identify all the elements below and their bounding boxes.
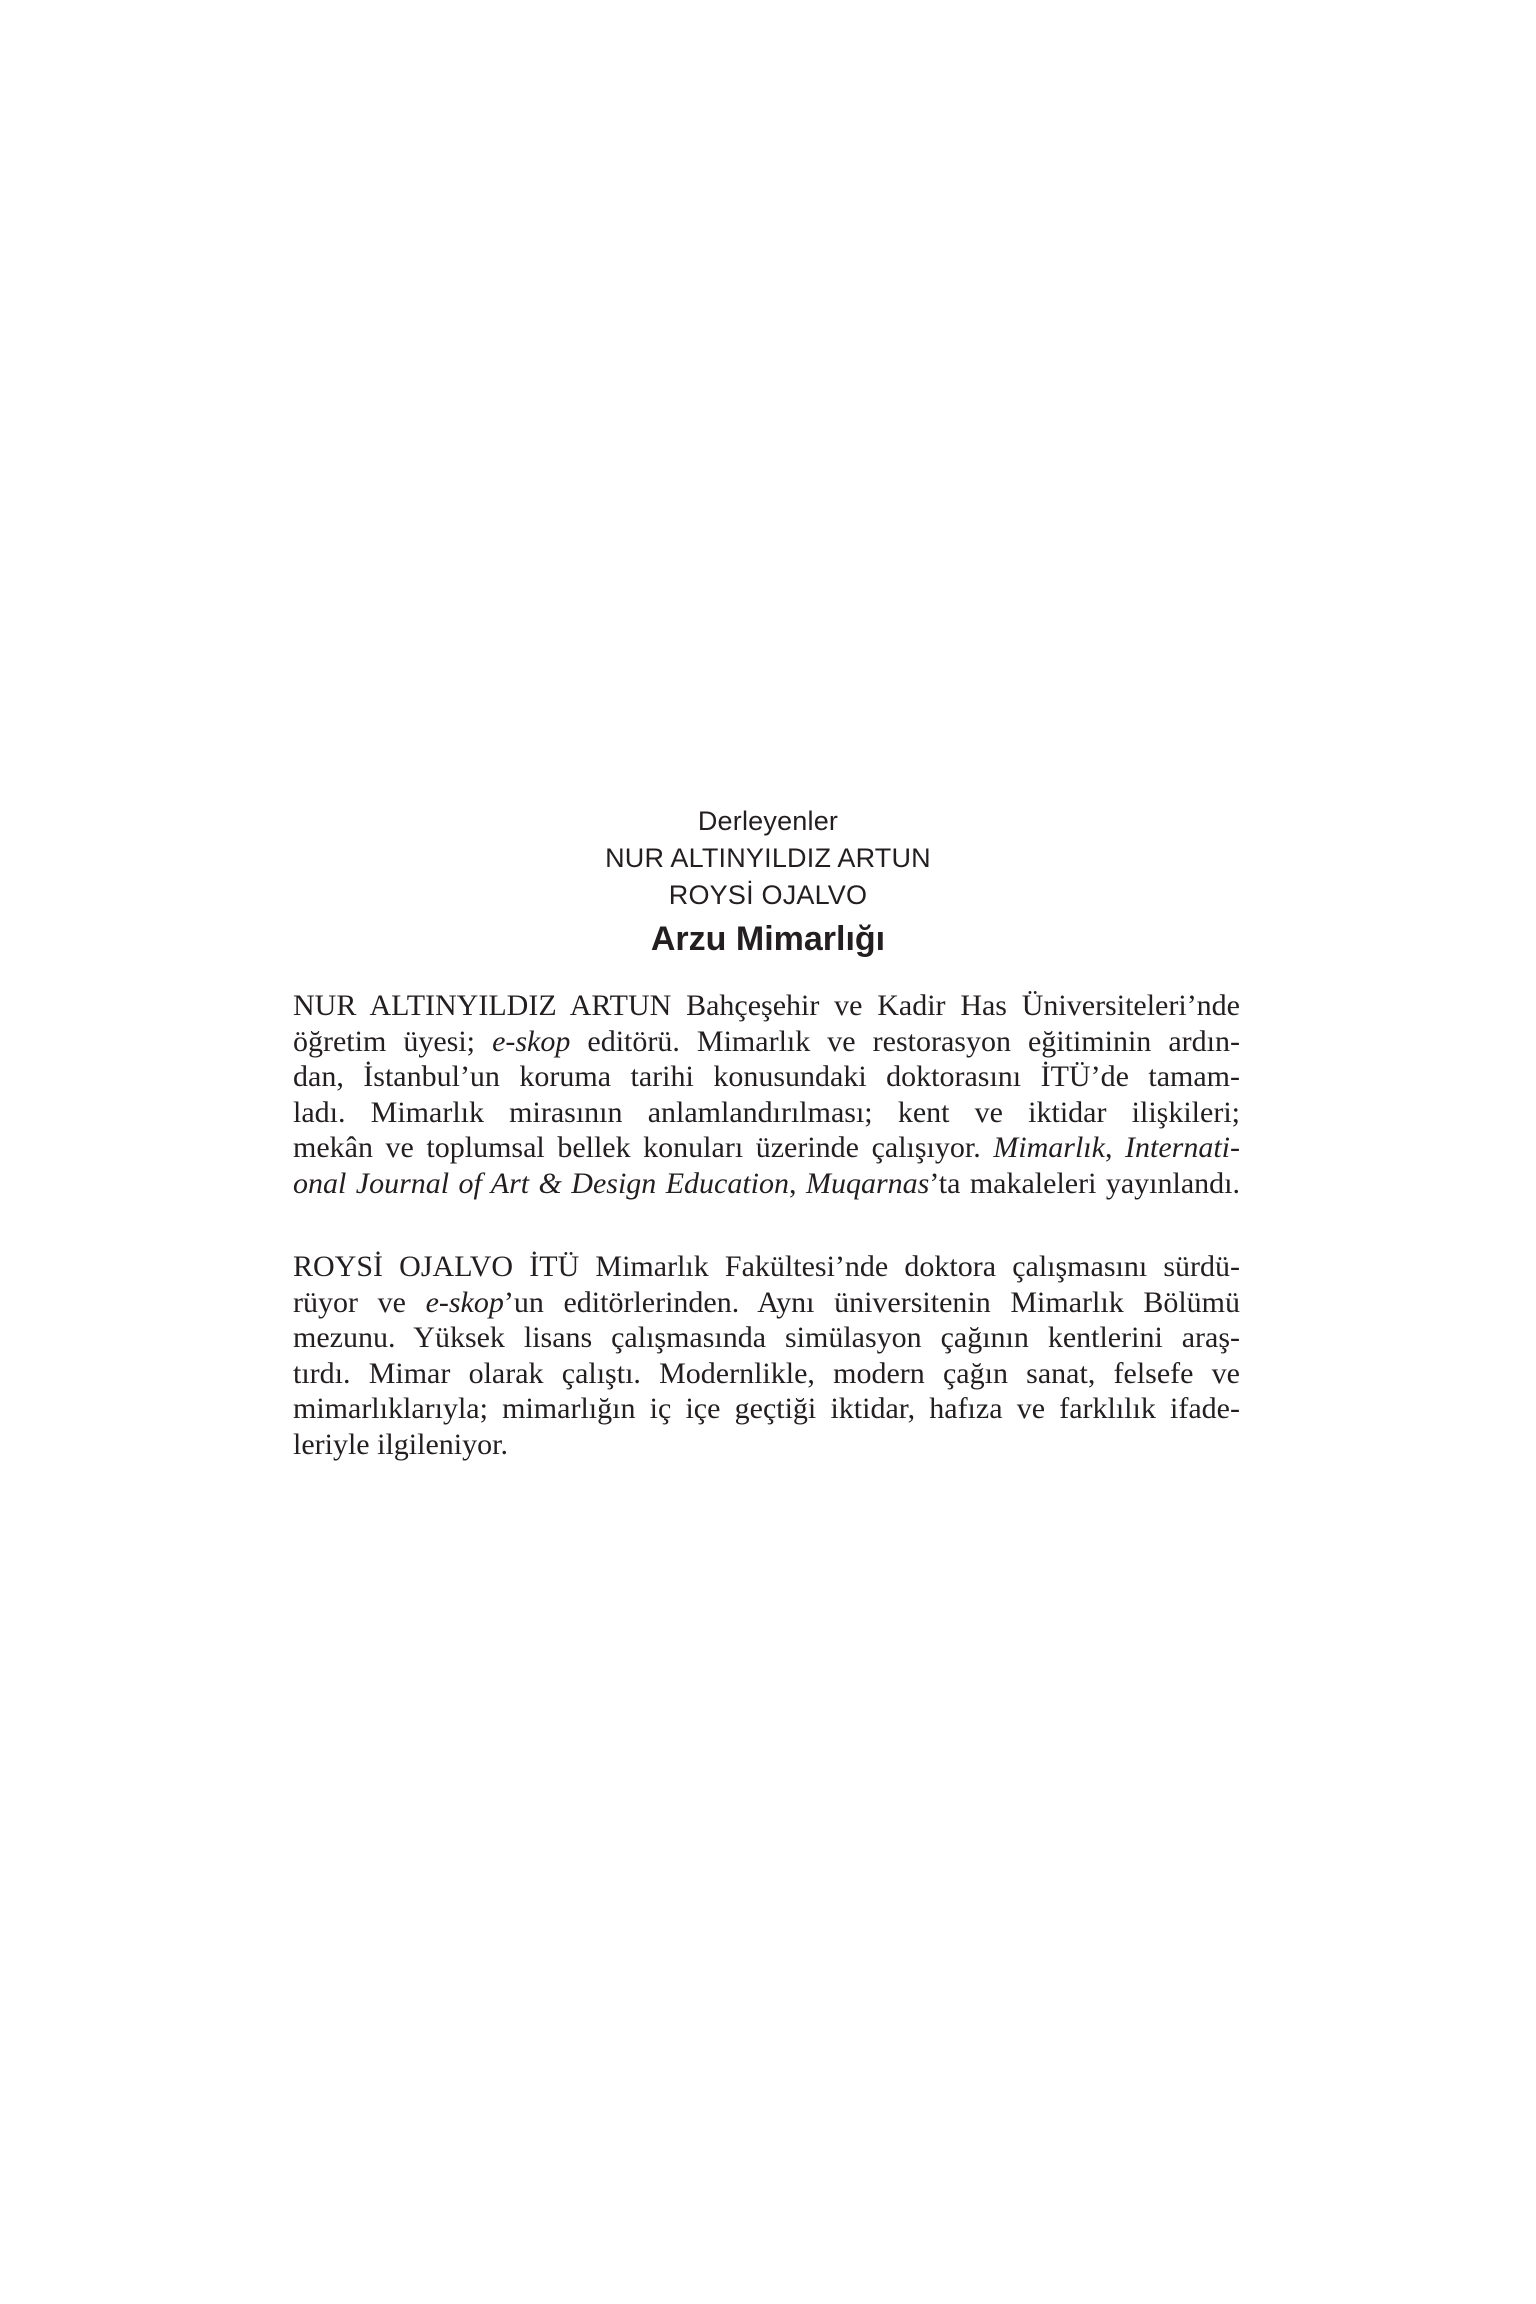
editor-bio-2 xyxy=(293,1249,1240,1463)
book-credits-header xyxy=(0,803,1536,962)
book-title: Arzu Mimarlığı xyxy=(650,920,886,958)
bio-line: mekân ve toplumsal bellek konuları üzerinde çalışıyor. Mimarlık, Internati- xyxy=(293,1131,1241,1165)
editor-name-1: NUR ALTINYILDIZ ARTUN xyxy=(605,843,931,873)
bio-line: mimarlıklarıyla; mimarlığın iç içe geçtiği iktidar, hafıza ve farklılık ifade- xyxy=(293,1392,1240,1426)
bio-line: onal Journal of Art & Design Education, Muqarnas’ta makaleleri yayınlandı. xyxy=(293,1166,1241,1200)
editor-name-2: ROYSİ OJALVO xyxy=(668,880,868,910)
bio-line: NUR ALTINYILDIZ ARTUN Bahçeşehir ve Kadir Has Üniversiteleri’nde xyxy=(293,989,1240,1022)
bio-line: rüyor ve e-skop’un editörlerinden. Aynı üniversitenin Mimarlık Bölümü xyxy=(293,1285,1241,1319)
compilers-label: Derleyenler xyxy=(697,806,839,836)
bio-line: tırdı. Mimar olarak çalıştı. Modernlikle, modern çağın sanat, felsefe ve xyxy=(293,1356,1240,1390)
bio-line: dan, İstanbul’un koruma tarihi konusundaki doktorasını İTÜ’de tamam- xyxy=(293,1060,1240,1094)
editor-bio-1 xyxy=(293,988,1240,1202)
bio-line: ROYSİ OJALVO İTÜ Mimarlık Fakültesi’nde doktora çalışmasını sürdü- xyxy=(293,1250,1240,1283)
bio-line: ladı. Mimarlık mirasının anlamlandırılması; kent ve iktidar ilişkileri; xyxy=(293,1095,1240,1129)
bio-line: öğretim üyesi; e-skop editörü. Mimarlık ve restorasyon eğitiminin ardın- xyxy=(293,1024,1240,1058)
bio-line: leriyle ilgileniyor. xyxy=(293,1427,508,1461)
bio-line: mezunu. Yüksek lisans çalışmasında simülasyon çağının kentlerini araş- xyxy=(293,1321,1240,1355)
